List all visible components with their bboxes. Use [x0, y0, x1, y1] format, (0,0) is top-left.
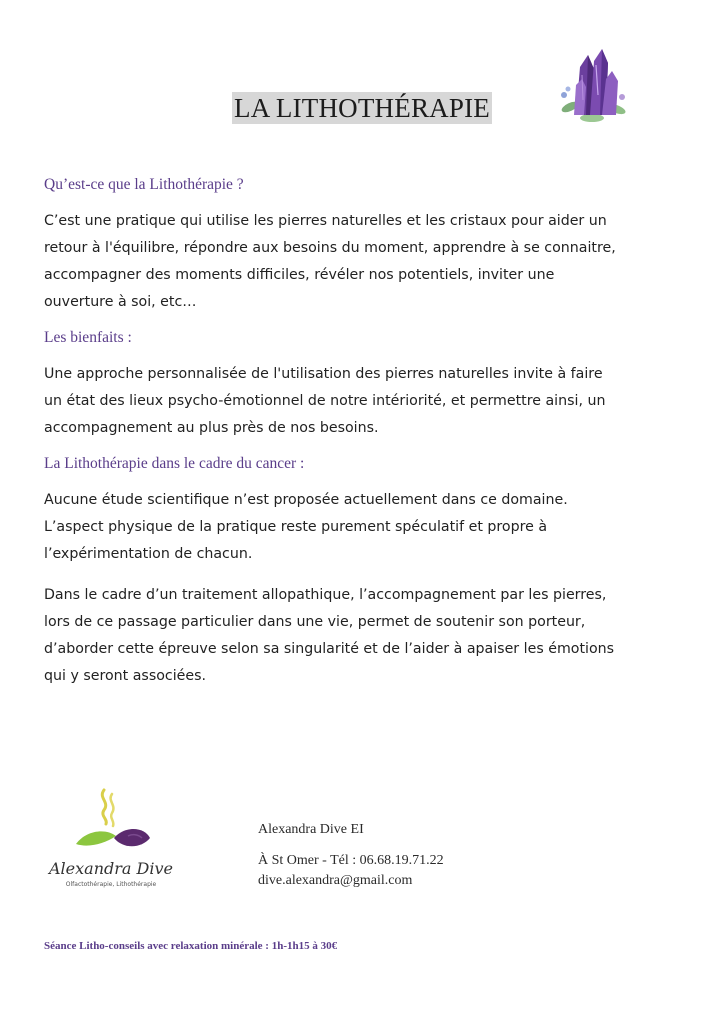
- section-paragraph: C’est une pratique qui utilise les pierres naturelles et les cristaux pour aider un retour à l'équilibre, répondre aux besoins du moment, apprendre à se connaitre, accompagner des moments difficiles, révéler nos potentiels, inviter une ouverture à soi, etc…: [44, 213, 616, 310]
- contact-email[interactable]: dive.alexandra@gmail.com: [258, 873, 413, 888]
- section-heading: Les bienfaits :: [44, 329, 132, 346]
- contact-location-phone: À St Omer - Tél : 06.68.19.71.22: [258, 853, 444, 868]
- page-title: LA LITHOTHÉRAPIE: [234, 93, 490, 123]
- section-paragraph: Aucune étude scientifique n’est proposée actuellement dans ce domaine. L’aspect physique de la pratique reste purement spéculatif et propre à l’expérimentation de chacun.: [44, 492, 568, 562]
- logo-subtitle: Olfactothérapie, Lithothérapie: [65, 881, 157, 888]
- logo-name: Alexandra Dive: [49, 859, 173, 878]
- section-paragraph: Une approche personnalisée de l'utilisation des pierres naturelles invite à faire un état des lieux psycho-émotionnel de notre intériorité, et permettre ainsi, un accompagnement au plus près de nos besoins.: [44, 366, 606, 436]
- section-paragraph: Dans le cadre d’un traitement allopathique, l’accompagnement par les pierres, lors de ce passage particulier dans une vie, permet de soutenir son porteur, d’aborder cette épreuve selon sa singularité et de l’aider à apaiser les émotions qui y seront associées.: [44, 587, 615, 684]
- main-content: [44, 172, 684, 690]
- session-price-note: Séance Litho-conseils avec relaxation minérale : 1h-1h15 à 30€: [44, 940, 338, 952]
- amethyst-crystal-icon: [556, 45, 630, 127]
- section-heading: La Lithothérapie dans le cadre du cancer :: [44, 455, 305, 472]
- leaves-steam-logo: [46, 786, 176, 898]
- contact-name: Alexandra Dive EI: [258, 822, 364, 837]
- section-heading: Qu’est-ce que la Lithothérapie ?: [44, 176, 244, 193]
- contact-block: [258, 820, 444, 891]
